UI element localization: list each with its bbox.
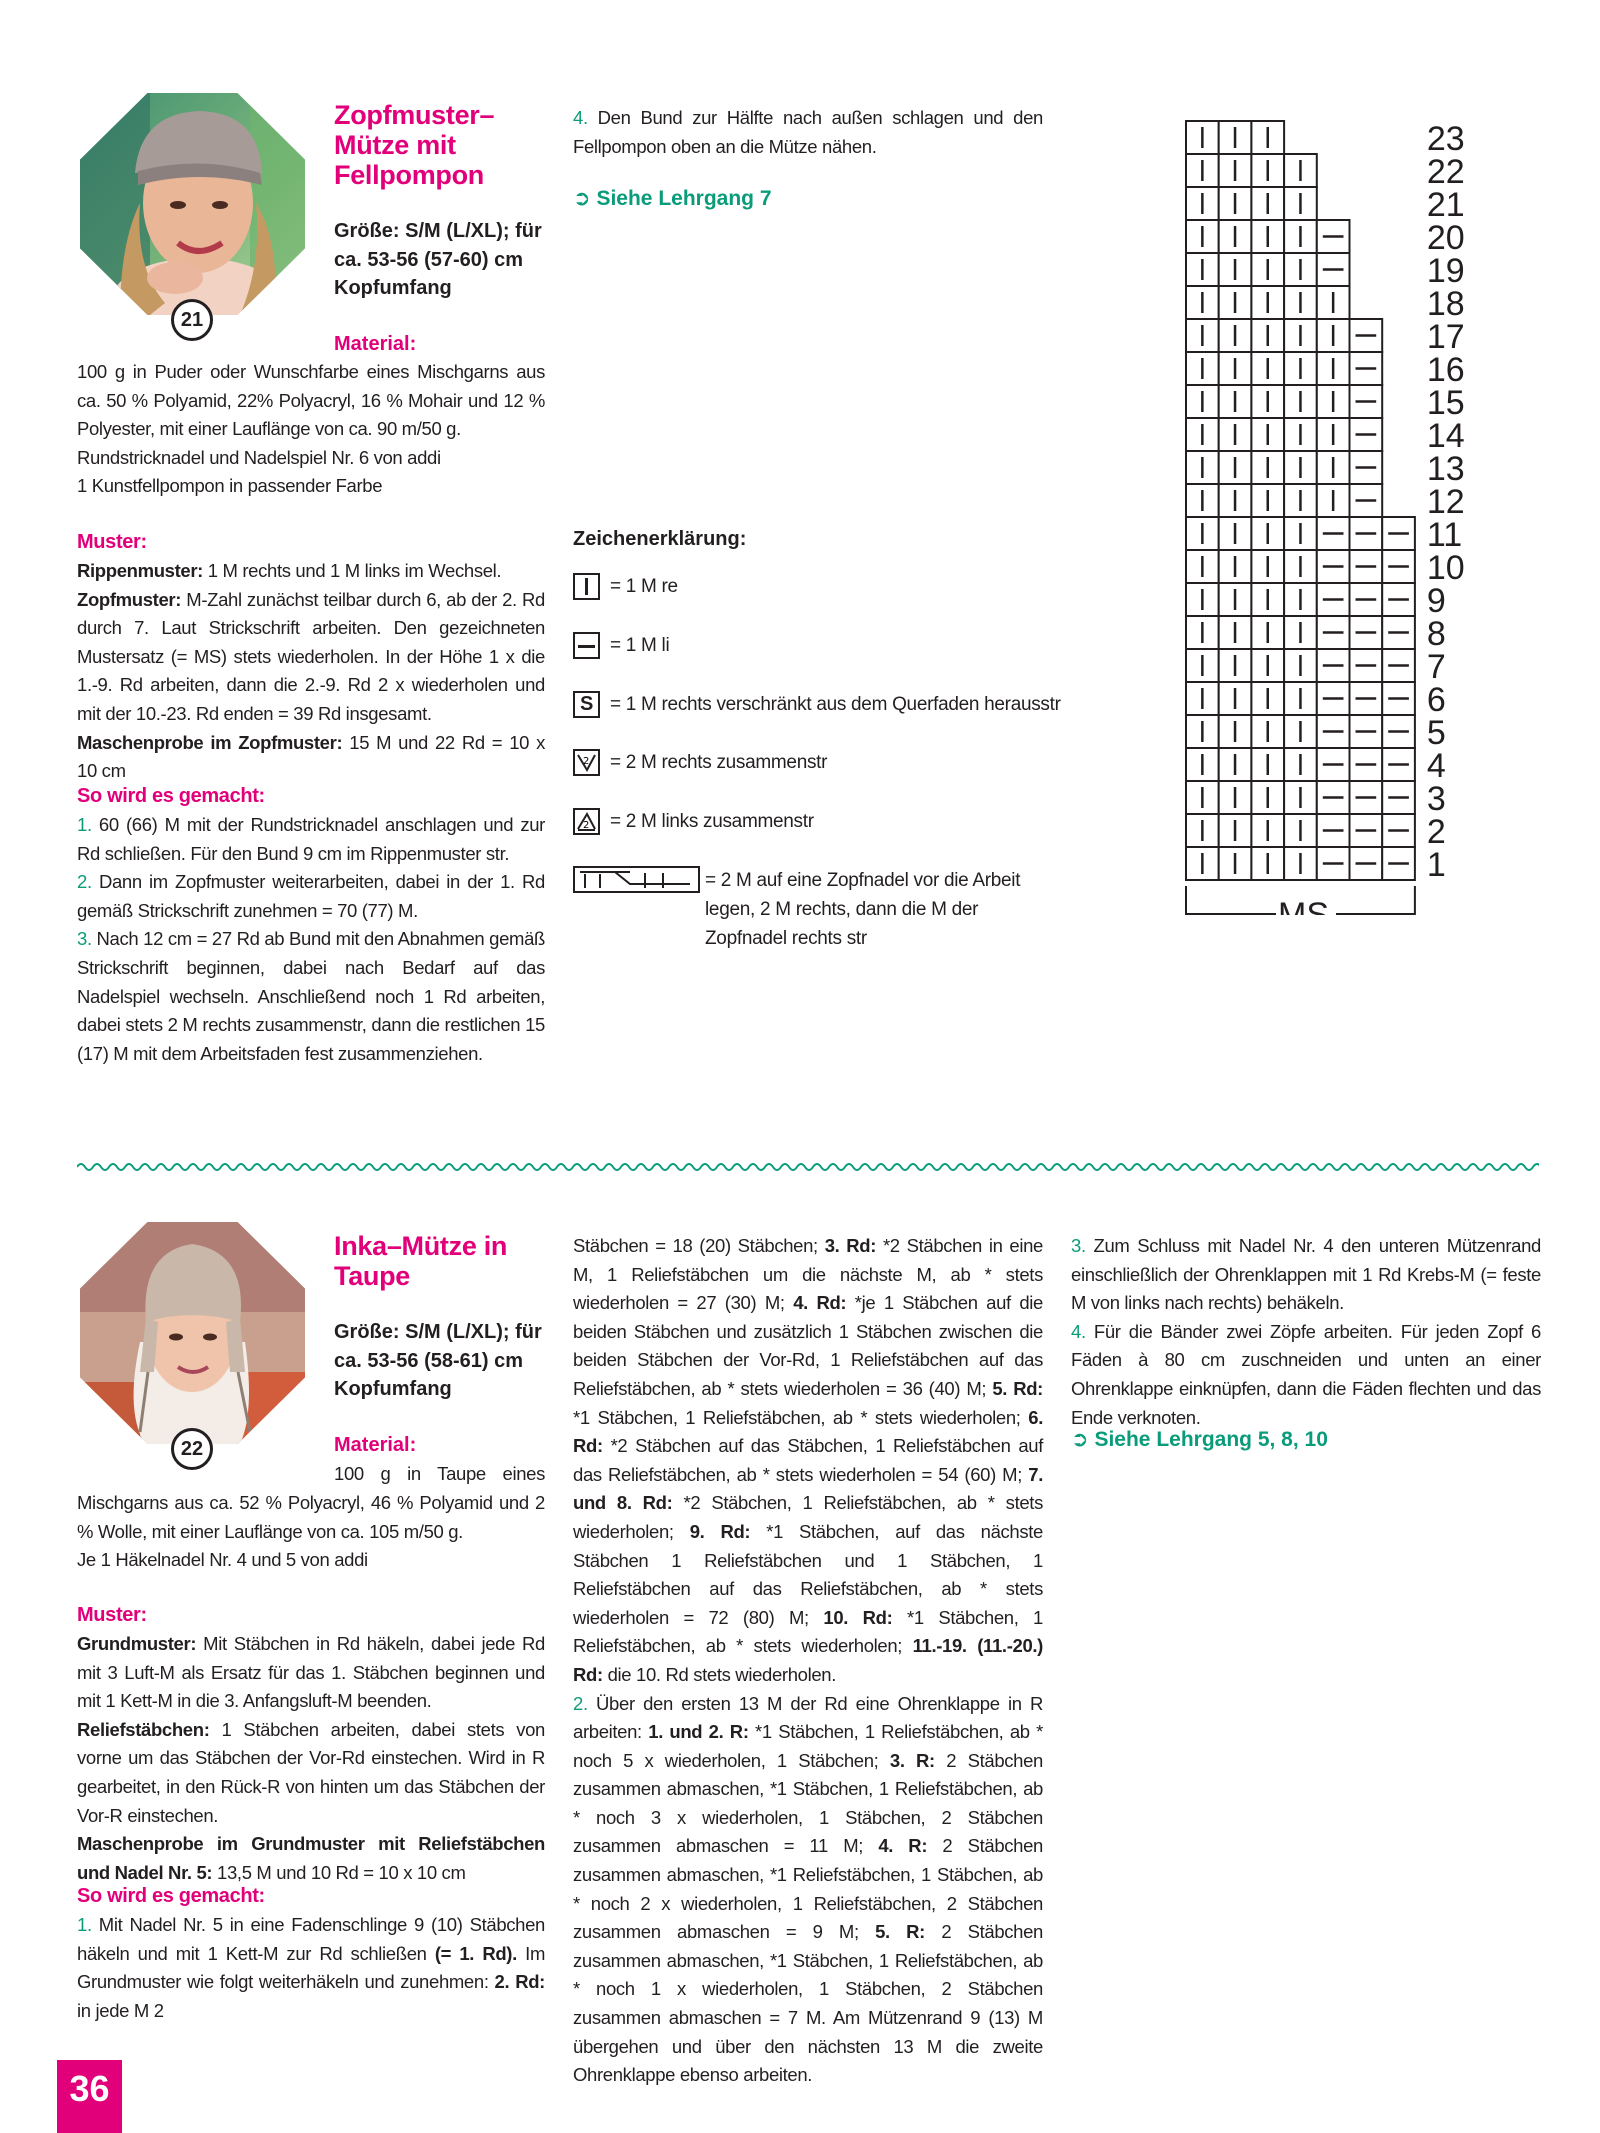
legend-p2tog: 2 = 2 M links zusammenstr: [573, 808, 814, 835]
legend-purl: = 1 M li: [573, 632, 669, 659]
chart-row-label: 11: [1426, 516, 1463, 554]
chart-row-label: 17: [1426, 318, 1465, 356]
size-info: Größe: S/M (L/XL); für ca. 53-56 (57-60) cm Kopfumfang: [334, 220, 542, 299]
chart-row-label: 7: [1426, 648, 1446, 686]
size-info: Größe: S/M (L/XL); für ca. 53-56 (58-61) cm Kopfumfang: [334, 1321, 542, 1400]
hat-photo-22: [80, 1222, 305, 1444]
chart-row-label: 10: [1426, 549, 1465, 587]
page-number: 36: [57, 2060, 122, 2133]
chart-row-label: 20: [1426, 219, 1465, 257]
right-column-text: 3. Zum Schluss mit Nadel Nr. 4 den unteren Mützenrand einschließlich der Ohrenklappen mit 1 Rd Krebs-M (= feste M von links nach rechts) behäkeln. 4. Für die Bänder zwei Zöpfe arbeiten. Für jeden Zopf 6 Fäden à 80 cm zuschneiden und unten an einer Ohrenklappe einknüpfen, dann die Fäden flechten und das Ende verknoten.: [1071, 1235, 1541, 1428]
pattern-title: Zopfmuster– Mütze mit Fellpompon: [334, 100, 495, 190]
arrow-right-icon: ➲: [573, 187, 591, 210]
p2tog-icon: [573, 808, 600, 835]
material-heading: Material:: [334, 333, 417, 355]
chart-row-label: 4: [1426, 747, 1446, 785]
twisted-increase-icon: S: [573, 691, 600, 718]
chart-ms-label: MS: [1278, 896, 1329, 915]
chart-row-label: 14: [1426, 417, 1465, 455]
svg-text:2: 2: [583, 820, 590, 831]
middle-column-text: Stäbchen = 18 (20) Stäbchen; 3. Rd: *2 Stäbchen in eine M, 1 Reliefstäbchen um die nächste M, ab * stets wiederholen = 27 (30) M; 4. Rd: *je 1 Stäbchen auf die beiden Stäbchen und zusätzlich 1 Stäbchen zwischen die beiden Stäbchen der Vor-Rd, 1 Reliefstäbchen auf das Reliefstäbchen, ab * stets wiederholen = 36 (40) M; 5. Rd: *1 Stäbchen, 1 Reliefstäbchen, ab * stets wiederholen; 6. Rd: *2 Stäbchen auf das Stäbchen, 1 Reliefstäbchen auf das Reliefstäbchen, ab * stets wiederholen = 54 (60) M; 7. und 8. Rd: *2 Stäbchen, 1 Reliefstäbchen, ab * stets wiederholen; 9. Rd: *1 Stäbchen, auf das nächste Stäbchen 1 Reliefstäbchen und 1 Stäbchen, 1 Reliefstäbchen auf das Reliefstäbchen, ab * stets wiederholen = 72 (80) M; 10. Rd: *1 Stäbchen, 1 Reliefstäbchen, ab * stets wiederholen; 11.-19. (11.-20.) Rd: die 10. Rd stets wiederholen. 2. Über den ersten 13 M der Rd eine Ohrenklappe in R arbeiten: 1. und 2. R: *1 Stäbchen, 1 Reliefstäbchen, ab * noch 5 x wiederholen, 1 Stäbchen; 3. R: 2 Stäbchen zusammen abmaschen, *1 Stäbchen, 1 Reliefstäbchen, ab * noch 3 x wiederholen, 1 Stäbchen, 2 Stäbchen zusammen abmaschen = 11 M; 4. R: 2 Stäbchen zusammen abmaschen, *1 Reliefstäbchen, 1 Stäbchen, ab * noch 2 x wiederholen, 1 Reliefstäbchen, 2 Stäbchen zusammen abmaschen = 9 M; 5. R: 2 Stäbchen zusammen abmaschen, *1 Stäbchen, 1 Reliefstäbchen, ab * noch 1 x wiederholen, 1 Stäbchen, 2 Stäbchen zusammen abmaschen = 7 M. Am Mützenrand 9 (13) M übergehen und über den nächsten 13 M die zweite Ohrenklappe ebenso arbeiten.: [573, 1235, 1044, 2086]
chart-row-label: 2: [1426, 813, 1446, 851]
muster-block: Muster: Rippenmuster: 1 M rechts und 1 M links im Wechsel. Zopfmuster: M-Zahl zunächst teilbar durch 6, ab der 2. Rd durch 7. Laut Strickschrift arbeiten. Den gezeichneten Mustersatz (= MS) stets wiederholen. In der Höhe 1 x die 1.-9. Rd arbeiten, dann die 2.-9. Rd 2 x wiederholen und mit der 10.-23. Rd enden = 39 Rd insgesamt. Maschenprobe im Zopfmuster: 15 M und 22 Rd = 10 x 10 cm: [77, 531, 545, 782]
material-text-b: Mischgarns aus ca. 52 % Polyacryl, 46 % Polyamid und 2 % Wolle, mit einer Lauflänge von ca. 105 m/50 g. Je 1 Häkelnadel Nr. 4 und 5 von addi: [77, 1492, 545, 1571]
instructions-block: So wird es gemacht: 1. Mit Nadel Nr. 5 in eine Fadenschlinge 9 (10) Stäbchen häkeln und mit 1 Kett-M zur Rd schließen (= 1. Rd). Im Grundmuster wie folgt weiterhäkeln und zunehmen: 2. Rd: in jede M 2: [77, 1885, 546, 2021]
chart-row-label: 12: [1426, 483, 1465, 521]
see-lesson-link[interactable]: ➲ Siehe Lehrgang 5, 8, 10: [1071, 1428, 1328, 1451]
legend-knit: = 1 M re: [573, 573, 678, 600]
knitting-chart: [1180, 115, 1540, 920]
chart-row-label: 13: [1426, 450, 1465, 488]
material-text-a: 100 g in Taupe eines: [334, 1463, 545, 1484]
chart-row-label: 15: [1426, 384, 1465, 422]
material-heading: Material:: [334, 1434, 417, 1456]
cable-symbol-icon: [573, 866, 700, 893]
wavy-divider: [77, 1160, 1539, 1179]
purl-symbol-icon: [573, 632, 600, 659]
chart-row-label: 23: [1426, 120, 1465, 158]
legend-increase: S = 1 M rechts verschränkt aus dem Querfaden herausstr: [573, 691, 1061, 718]
hat-photo-21: [80, 93, 305, 315]
arrow-right-icon: ➲: [1071, 1428, 1089, 1451]
chart-row-label: 22: [1426, 153, 1465, 191]
legend-heading: Zeichenerklärung:: [573, 528, 747, 550]
chart-row-label: 19: [1426, 252, 1465, 290]
knit-symbol-icon: [573, 573, 600, 600]
chart-row-label: 6: [1426, 681, 1446, 719]
pattern-number-badge: 22: [171, 1428, 213, 1470]
muster-block: Muster: Grundmuster: Mit Stäbchen in Rd häkeln, dabei jede Rd mit 3 Luft-M als Ersatz für das 1. Stäbchen beginnen und mit 1 Kett-M in die 3. Anfangsluft-M beenden. Reliefstäbchen: 1 Stäbchen arbeiten, dabei stets von vorne um das Stäbchen der Vor-Rd einstechen. Wird in R gearbeitet, in den Rück-R von hinten um das Stäbchen der Vor-R einstechen. Maschenprobe im Grundmuster mit Reliefstäbchen und Nadel Nr. 5: 13,5 M und 10 Rd = 10 x 10 cm: [77, 1604, 545, 1883]
svg-text:2: 2: [583, 756, 590, 767]
legend-k2tog: 2 = 2 M rechts zusammenstr: [573, 749, 827, 776]
chart-row-label: 21: [1426, 186, 1465, 224]
see-lesson-link[interactable]: ➲ Siehe Lehrgang 7: [573, 187, 772, 210]
chart-row-label: 1: [1426, 846, 1446, 884]
chart-row-label: 18: [1426, 285, 1465, 323]
material-text: 100 g in Puder oder Wunschfarbe eines Mischgarns aus ca. 50 % Polyamid, 22% Polyacryl, 16 % Mohair und 12 % Polyester, mit einer Lauflänge von ca. 90 m/50 g. Rundstricknadel und Nadelspiel Nr. 6 von addi 1 Kunstfellpompon in passender Farbe: [77, 361, 545, 497]
chart-row-label: 16: [1426, 351, 1465, 389]
k2tog-icon: [573, 749, 600, 776]
pattern-number-badge: 21: [171, 299, 213, 341]
chart-row-label: 5: [1426, 714, 1446, 752]
chart-row-label: 9: [1426, 582, 1446, 620]
chart-row-label: 8: [1426, 615, 1446, 653]
pattern-title: Inka–Mütze in Taupe: [334, 1231, 508, 1291]
chart-row-label: 3: [1426, 780, 1446, 818]
step-4-text: 4. Den Bund zur Hälfte nach außen schlagen und den Fellpompon oben an die Mütze nähen.: [573, 107, 1043, 157]
instructions-block: So wird es gemacht: 1. 60 (66) M mit der Rundstricknadel anschlagen und zur Rd schließen. Für den Bund 9 cm im Rippenmuster str. 2. Dann im Zopfmuster weiterarbeiten, dabei in der 1. Rd gemäß Strickschrift zunehmen = 70 (77) M. 3. Nach 12 cm = 27 Rd ab Bund mit den Abnahmen gemäß Strickschrift beginnen, dabei nach Bedarf auf das Nadelspiel wechseln. Anschließend noch 1 Rd arbeiten, dabei stets 2 M rechts zusammenstr, dann die restlichen 15 (17) M mit dem Arbeitsfaden fest zusammenziehen.: [77, 785, 545, 1064]
